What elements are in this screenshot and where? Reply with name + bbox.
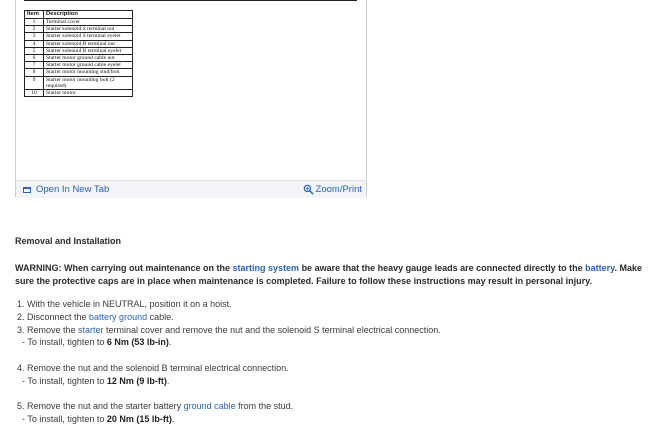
step-2 <box>17 312 174 322</box>
legend-item-description: Starter motor mounting bolt (2 required) <box>44 76 133 89</box>
battery-link[interactable]: battery <box>585 263 615 273</box>
step-4-torque <box>22 376 169 386</box>
warning-mid: be aware that the heavy gauge leads are connected directly to the <box>299 263 586 273</box>
legend-item-number: 8 <box>25 69 44 76</box>
legend-item-number: 6 <box>25 55 44 62</box>
table-row <box>25 40 133 47</box>
legend-item-description: Terminal cover <box>44 19 133 26</box>
step-3 <box>17 325 441 335</box>
table-row <box>25 19 133 26</box>
battery-ground-link[interactable]: battery ground <box>89 311 148 322</box>
zoom-icon <box>303 184 314 195</box>
table-row <box>25 69 133 76</box>
legend-item-description: Starter solenoid S terminal eyelet <box>44 33 133 40</box>
torque-text: - To install, tighten to <box>22 414 107 425</box>
step-5-text-end: from the stud. <box>235 401 294 412</box>
legend-item-number: 2 <box>25 26 44 33</box>
zoom-print-label: Zoom/Print <box>315 184 362 195</box>
table-row <box>25 90 133 97</box>
table-row <box>25 26 133 33</box>
torque-value: 20 Nm (15 lb-ft) <box>106 414 172 425</box>
legend-header-description: Description <box>44 11 133 19</box>
legend-item-number: 4 <box>25 40 44 47</box>
figure-toolbar <box>16 180 366 198</box>
open-in-new-tab-link[interactable] <box>23 184 109 195</box>
legend-item-description: Starter motor mounting stud/bolt <box>44 69 133 76</box>
legend-item-description: Starter solenoid B terminal eyelet <box>44 47 133 54</box>
table-row <box>25 62 133 69</box>
legend-item-description: Starter solenoid S terminal nut <box>44 26 133 33</box>
step-2-text-end: cable. <box>147 311 174 322</box>
legend-table <box>24 10 133 97</box>
legend-item-description: Starter motor ground cable nut <box>44 55 133 62</box>
new-tab-icon <box>23 187 31 193</box>
open-in-new-tab-label: Open In New Tab <box>36 184 110 195</box>
torque-text: - To install, tighten to <box>22 337 107 348</box>
legend-header-item: Item <box>25 11 44 19</box>
table-row <box>25 47 133 54</box>
step-3-text: 3. Remove the <box>17 324 79 335</box>
table-row <box>25 55 133 62</box>
step-3-torque <box>22 337 171 347</box>
torque-period: . <box>166 375 170 386</box>
step-5-text: 5. Remove the nut and the starter battery <box>17 401 184 412</box>
step-4: 4. Remove the nut and the solenoid B terminal electrical connection. <box>17 363 289 373</box>
legend-header-row <box>25 11 133 19</box>
warning-tail: . Make sure the protective caps are in place when maintenance is completed. Failure to follow these instructions may result in personal injury. <box>15 263 643 286</box>
step-2-text: 2. Disconnect the <box>17 311 90 322</box>
legend-item-number: 5 <box>25 47 44 54</box>
legend-item-description: Starter motor ground cable eyelet <box>44 62 133 69</box>
torque-period: . <box>171 414 175 425</box>
legend-item-number: 9 <box>25 76 44 89</box>
torque-value: 12 Nm (9 lb-ft) <box>106 375 167 386</box>
step-3-text-end: terminal cover and remove the nut and the solenoid S terminal electrical connection. <box>103 324 441 335</box>
section-heading: Removal and Installation <box>15 236 122 246</box>
figure-image <box>16 0 366 179</box>
torque-period: . <box>168 337 172 348</box>
starter-link[interactable]: starter <box>78 324 104 335</box>
figure-card <box>15 0 367 197</box>
legend-item-description: Starter solenoid B terminal nut <box>44 40 133 47</box>
step-5 <box>17 401 293 411</box>
illustration-frame <box>24 0 357 1</box>
legend-item-description: Starter motor <box>44 90 133 97</box>
legend-item-number: 7 <box>25 62 44 69</box>
step-1: 1. With the vehicle in NEUTRAL, position it on a hoist. <box>17 299 232 309</box>
ground-cable-link[interactable]: ground cable <box>183 401 236 412</box>
torque-text: - To install, tighten to <box>22 375 107 386</box>
torque-value: 6 Nm (53 lb-in) <box>106 337 169 348</box>
zoom-print-link[interactable] <box>303 184 362 195</box>
warning-lead: WARNING: When carrying out maintenance on the <box>15 263 233 273</box>
table-row <box>25 76 133 89</box>
warning-text <box>15 262 643 287</box>
legend-item-number: 10 <box>25 90 44 97</box>
legend-item-number: 3 <box>25 33 44 40</box>
table-row <box>25 33 133 40</box>
legend-item-number: 1 <box>25 19 44 26</box>
step-5-torque <box>22 414 174 424</box>
starting-system-link[interactable]: starting system <box>232 263 300 273</box>
